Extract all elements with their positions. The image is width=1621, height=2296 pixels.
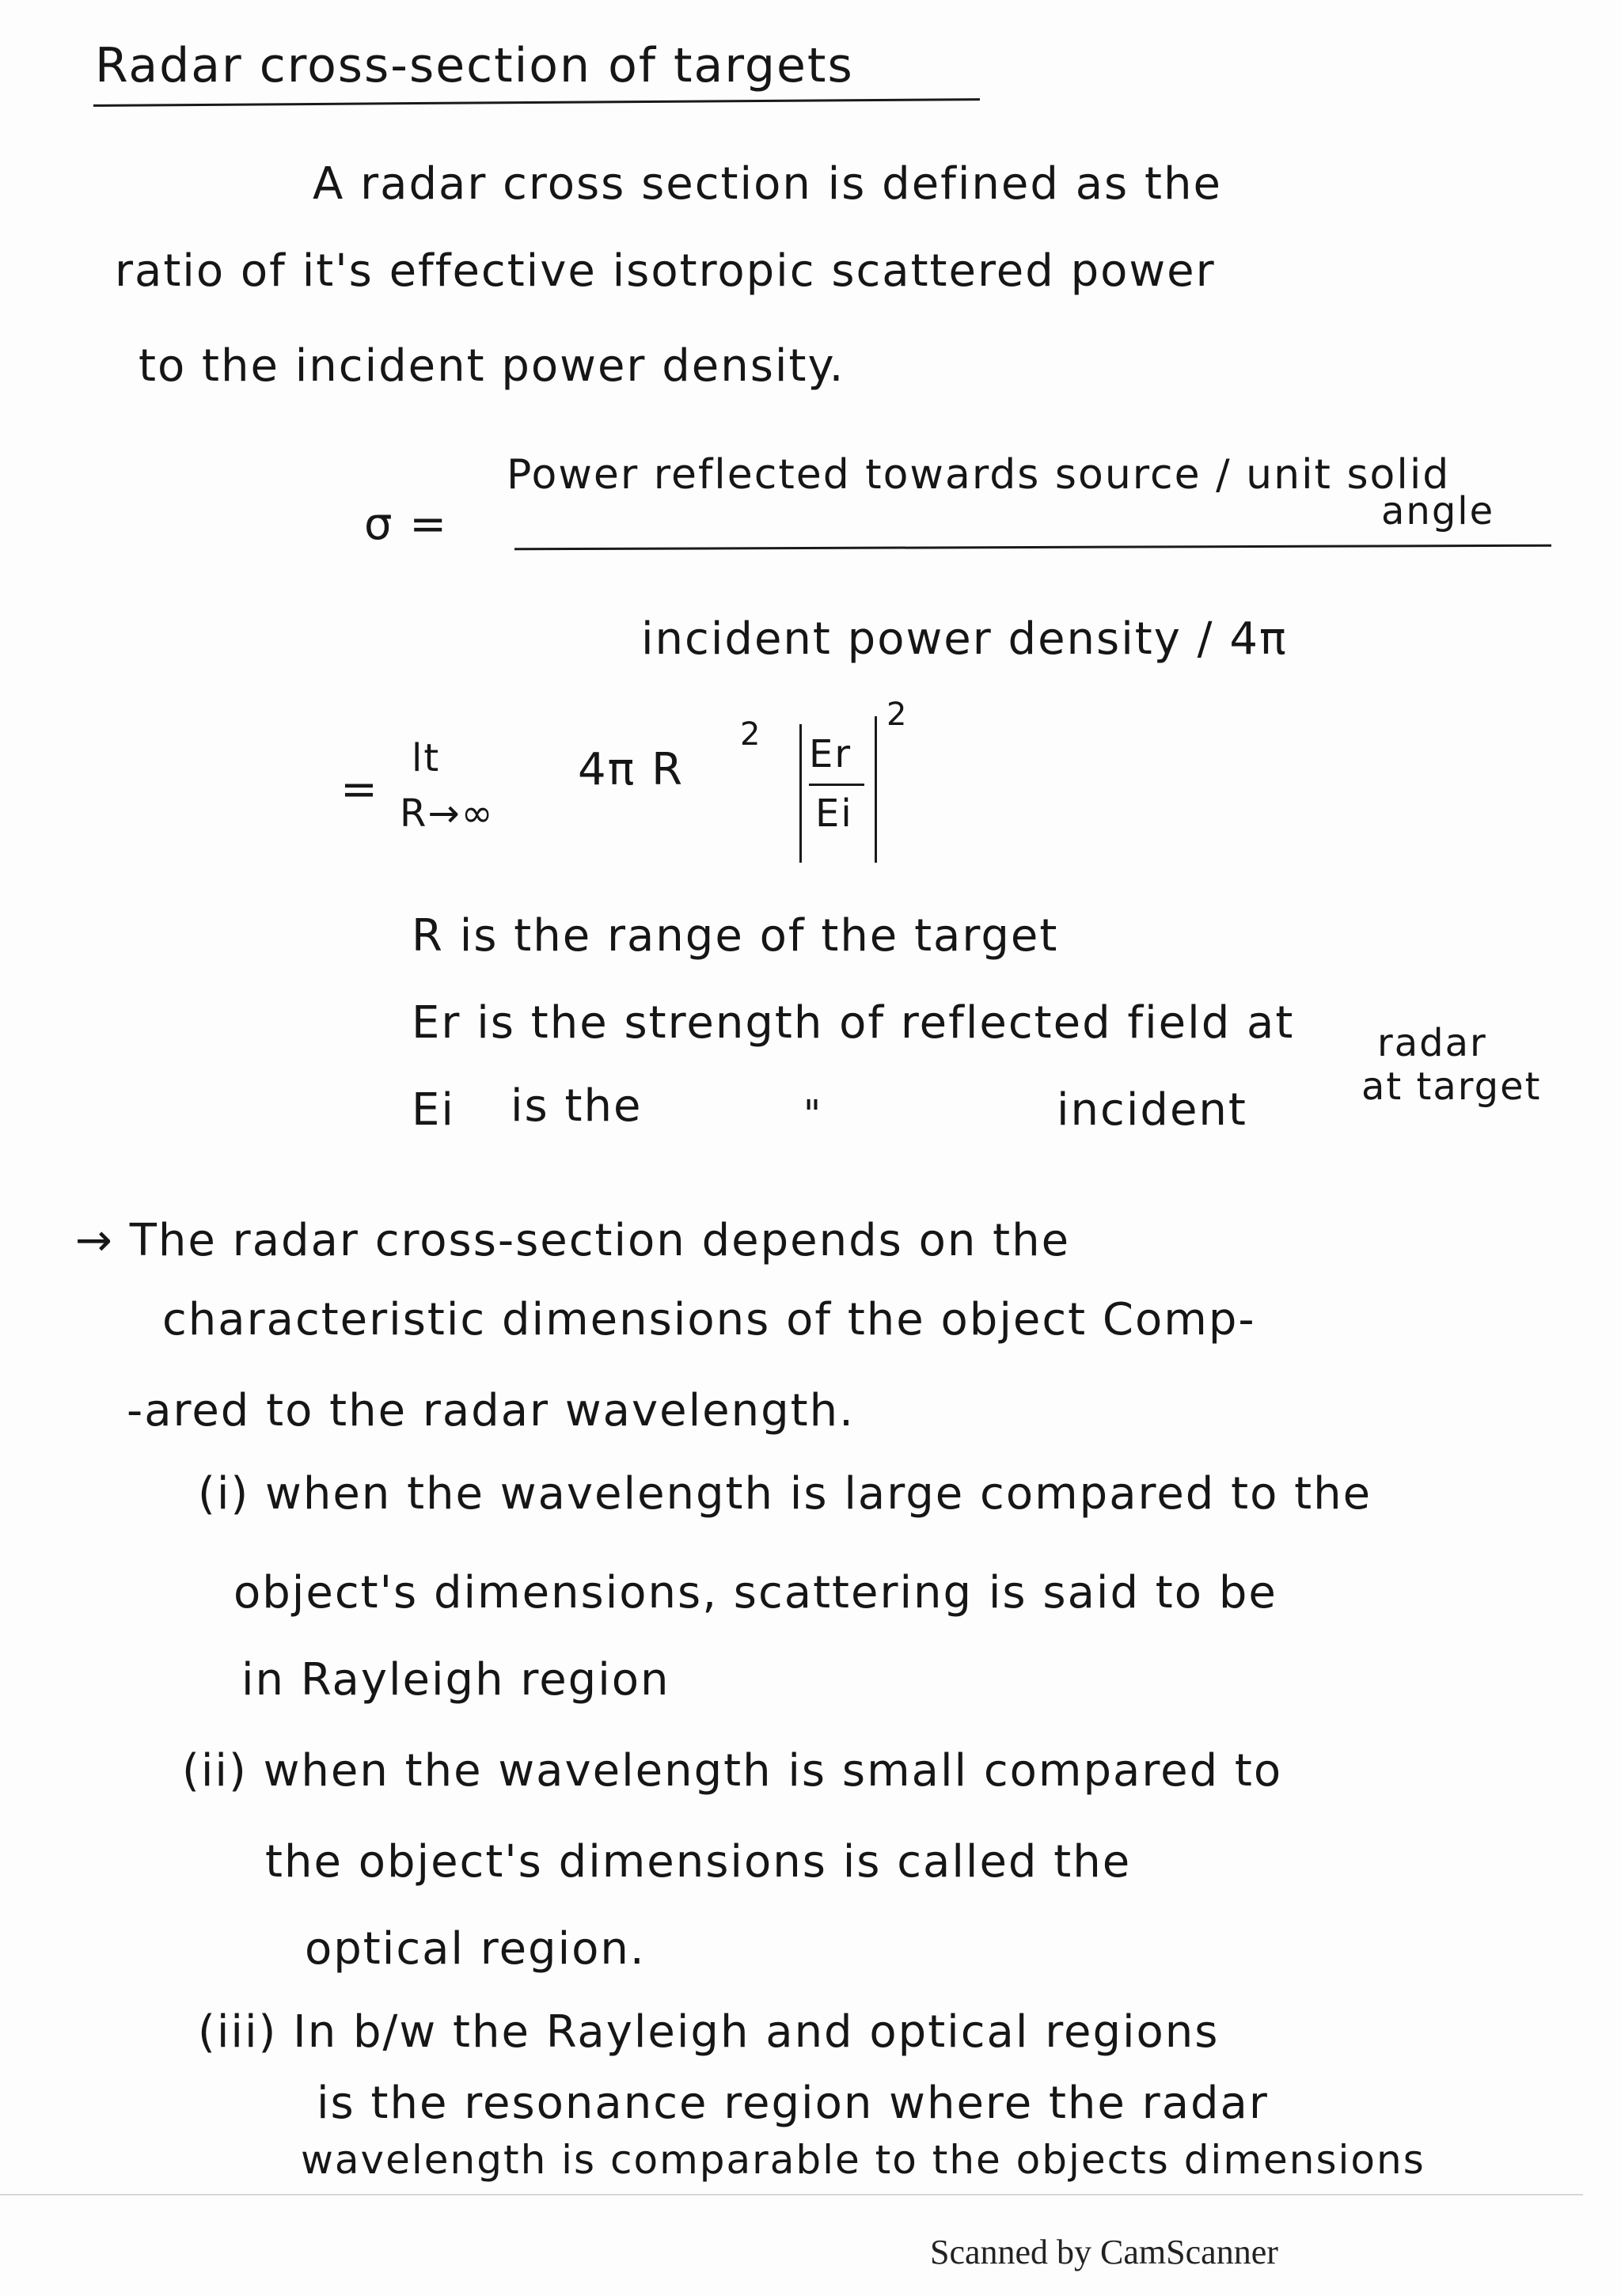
- er-definition: Er is the strength of reflected field at: [412, 997, 1295, 1049]
- ratio-bottom: Ei: [815, 791, 853, 836]
- p1-line-3: -ared to the radar wavelength.: [127, 1385, 855, 1436]
- numerator-line-2: angle: [1381, 489, 1495, 533]
- sigma-symbol: σ =: [364, 499, 449, 550]
- ei-suffix: at target: [1361, 1065, 1542, 1109]
- limit-bottom: R→∞: [400, 791, 495, 836]
- ratio-exponent: 2: [886, 696, 909, 733]
- factor-4pi-r: 4π R: [578, 744, 685, 795]
- title-underline: [93, 98, 980, 107]
- item-ii-line-2: the object's dimensions is called the: [265, 1836, 1132, 1888]
- factor-exponent: 2: [740, 716, 762, 753]
- item-ii-line-1: (ii) when the wavelength is small compared to: [182, 1745, 1283, 1797]
- ratio-top: Er: [809, 732, 852, 776]
- ratio-line: [809, 784, 864, 786]
- equals-sign: =: [340, 764, 379, 815]
- denominator: incident power density / 4π: [641, 613, 1288, 665]
- abs-bar-right: [875, 716, 877, 863]
- p1-line-2: characteristic dimensions of the object Comp-: [162, 1294, 1256, 1345]
- item-iii-line-3: wavelength is comparable to the objects dimensions: [301, 2137, 1425, 2183]
- definition-line-2: ratio of it's effective isotropic scattered power: [115, 245, 1216, 297]
- item-iii-line-2: is the resonance region where the radar: [317, 2078, 1269, 2129]
- item-ii-line-3: optical region.: [305, 1923, 646, 1975]
- item-i-line-1: (i) when the wavelength is large compared to the: [198, 1468, 1372, 1520]
- item-iii-line-1: (iii) In b/w the Rayleigh and optical regions: [198, 2006, 1220, 2058]
- numerator-line-1: Power reflected towards source / unit solid: [507, 451, 1451, 499]
- ei-incident: incident: [1057, 1084, 1247, 1136]
- ei-symbol: Ei: [412, 1084, 455, 1136]
- page-bottom-edge: [0, 2194, 1583, 2195]
- er-suffix: radar: [1377, 1021, 1487, 1065]
- ei-ditto: ": [803, 1092, 823, 1137]
- page-title: Radar cross-section of targets: [95, 38, 854, 93]
- ei-is-the: is the: [511, 1080, 643, 1132]
- p1-line-1: → The radar cross-section depends on the: [75, 1215, 1071, 1266]
- definition-line-1: A radar cross section is defined as the: [313, 158, 1222, 210]
- r-definition: R is the range of the target: [412, 910, 1059, 962]
- item-i-line-2: object's dimensions, scattering is said to be: [233, 1567, 1277, 1619]
- abs-bar-left: [799, 724, 802, 863]
- item-i-line-3: in Rayleigh region: [241, 1654, 670, 1706]
- scanner-watermark: Scanned by CamScanner: [930, 2233, 1278, 2271]
- definition-line-3: to the incident power density.: [139, 340, 845, 392]
- fraction-bar: [514, 545, 1551, 551]
- limit-top: lt: [412, 736, 441, 780]
